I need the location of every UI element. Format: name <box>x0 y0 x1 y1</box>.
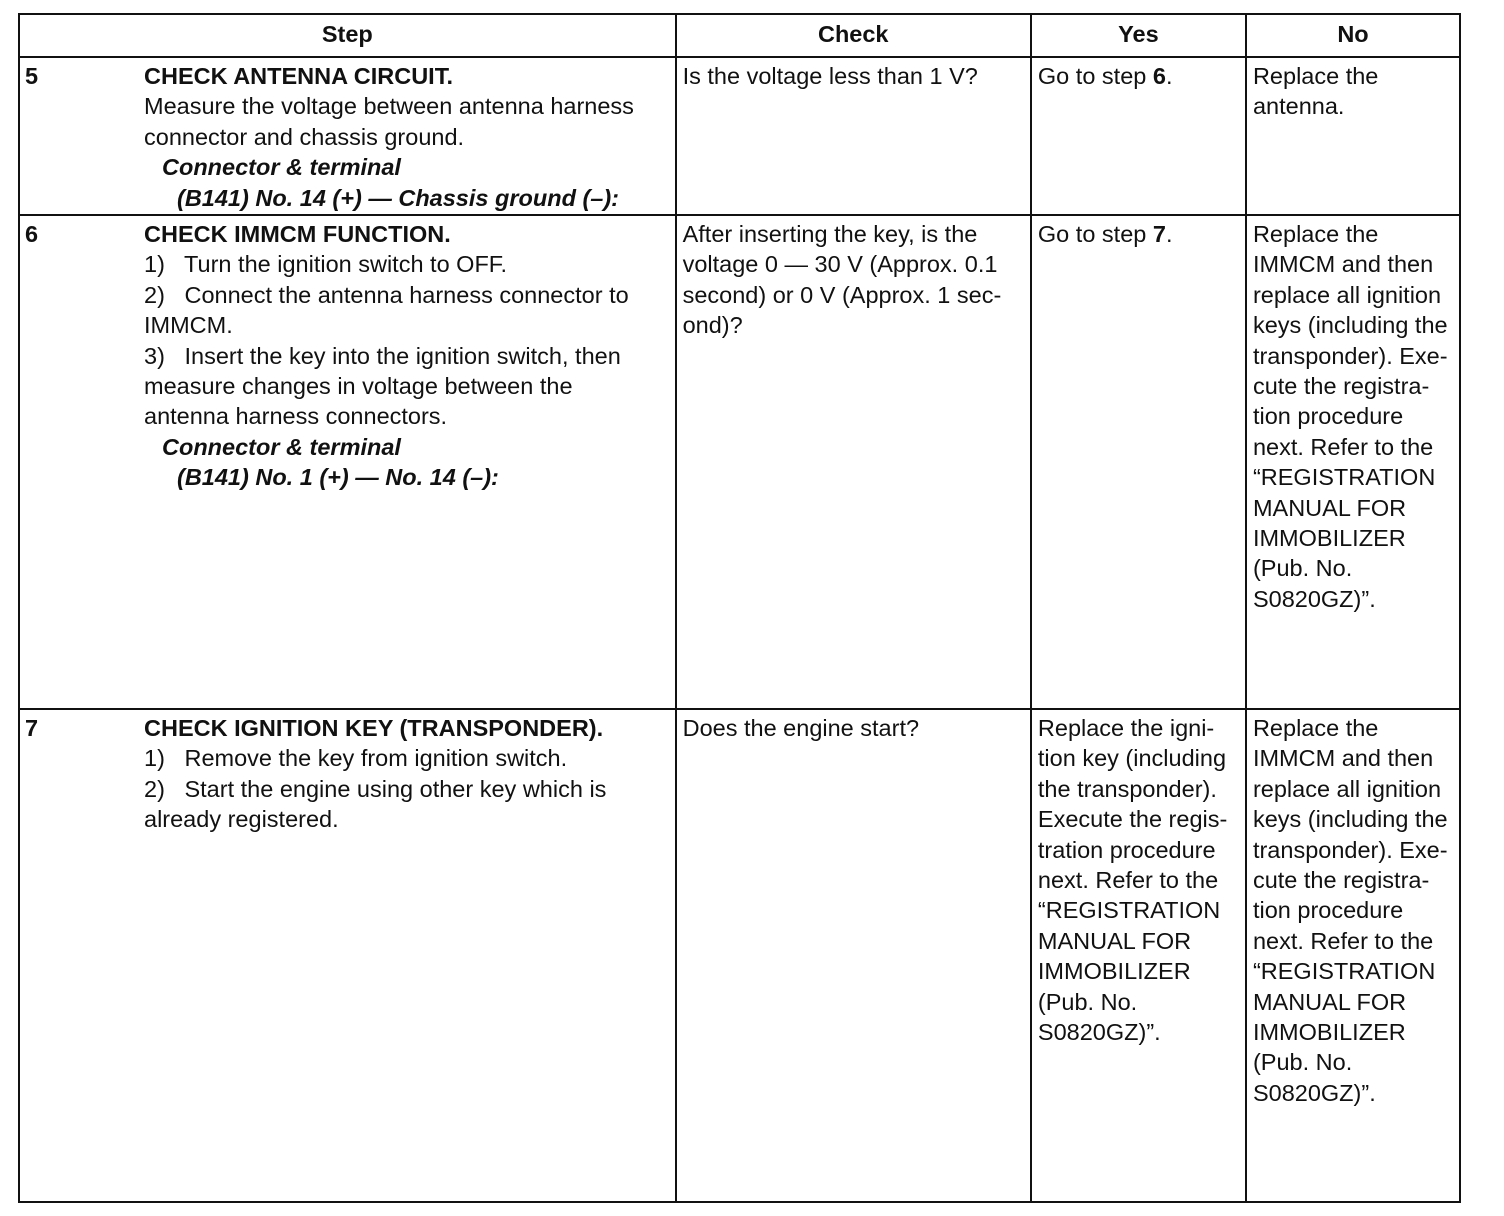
check-text-line: ond)? <box>682 312 743 339</box>
yes-text-line: “REGISTRATION <box>1037 897 1221 924</box>
no-cell <box>1246 709 1460 1202</box>
no-text-line: IMMCM and then <box>1252 251 1434 278</box>
check-text-line: second) or 0 V (Approx. 1 sec- <box>682 281 1002 308</box>
yes-text-line: the transponder). <box>1037 775 1217 802</box>
step-cell <box>19 709 676 1202</box>
yes-text: Go to step <box>1037 63 1153 89</box>
step-number: 5 <box>25 63 39 89</box>
no-cell <box>1246 215 1460 709</box>
no-text-line: transponder). Exe- <box>1252 836 1448 863</box>
no-text-line: keys (including the <box>1252 806 1448 833</box>
no-text-line: MANUAL FOR <box>1252 988 1407 1015</box>
yes-cell <box>1031 709 1246 1202</box>
step-text-line: 2) Start the engine using other key which is <box>144 775 607 802</box>
yes-text-line: Execute the regis- <box>1037 806 1228 833</box>
no-text-line: IMMCM and then <box>1252 745 1434 772</box>
yes-cell <box>1031 215 1246 709</box>
yes-step-number: 7 <box>1152 221 1166 247</box>
no-text-line: antenna. <box>1252 93 1345 120</box>
yes-text-suffix: . <box>1165 63 1173 89</box>
no-text-line: replace all ignition <box>1252 775 1442 802</box>
no-text-line: IMMOBILIZER <box>1252 525 1406 552</box>
yes-cell <box>1031 57 1246 215</box>
check-cell <box>676 215 1031 709</box>
step-title: CHECK IGNITION KEY (TRANSPONDER). <box>144 715 604 741</box>
step-title: CHECK IMMCM FUNCTION. <box>144 221 451 247</box>
no-text-line: MANUAL FOR <box>1252 494 1407 521</box>
yes-text-line: IMMOBILIZER <box>1037 958 1191 985</box>
header-yes: Yes <box>1031 14 1246 57</box>
step-cell <box>19 215 676 709</box>
step-cell <box>19 57 676 215</box>
no-text-line: (Pub. No. <box>1252 555 1353 582</box>
step-text-line: antenna harness connectors. <box>144 403 448 430</box>
step-title: CHECK ANTENNA CIRCUIT. <box>144 63 453 89</box>
header-check: Check <box>676 14 1031 57</box>
no-text-line: Replace the <box>1252 221 1379 247</box>
header-row <box>19 14 1460 57</box>
check-text-line: Is the voltage less than 1 V? <box>682 63 978 89</box>
no-text-line: (Pub. No. <box>1252 1049 1353 1076</box>
no-text-line: next. Refer to the <box>1252 433 1434 460</box>
yes-text-line: S0820GZ)”. <box>1037 1019 1161 1046</box>
step-text-line: measure changes in voltage between the <box>144 373 573 400</box>
no-text-line: transponder). Exe- <box>1252 342 1448 369</box>
connector-terminal-value: (B141) No. 1 (+) — No. 14 (–): <box>177 464 499 491</box>
no-text-line: Replace the <box>1252 63 1379 89</box>
no-text-line: cute the registra- <box>1252 373 1430 400</box>
no-text-line: S0820GZ)”. <box>1252 1079 1376 1106</box>
no-text-line: tion procedure <box>1252 897 1404 924</box>
yes-text-line: next. Refer to the <box>1037 867 1219 894</box>
check-text-line: Does the engine start? <box>682 715 920 741</box>
no-cell <box>1246 57 1460 215</box>
no-text-line: cute the registra- <box>1252 867 1430 894</box>
yes-step-number: 6 <box>1152 63 1166 89</box>
yes-text: Go to step <box>1037 221 1153 247</box>
step-text-line: 1) Turn the ignition switch to OFF. <box>144 251 508 278</box>
step-text-line: already registered. <box>144 806 339 833</box>
yes-text-suffix: . <box>1165 221 1173 247</box>
connector-terminal-label: Connector & terminal <box>162 154 401 181</box>
check-text-line: voltage 0 — 30 V (Approx. 0.1 <box>682 251 998 278</box>
no-text-line: S0820GZ)”. <box>1252 585 1376 612</box>
step-text-line: 2) Connect the antenna harness connector to <box>144 281 629 308</box>
table-row-step-6 <box>19 215 1460 709</box>
check-text-line: After inserting the key, is the <box>682 221 978 247</box>
step-number: 7 <box>25 715 39 741</box>
no-text-line: “REGISTRATION <box>1252 958 1436 985</box>
connector-terminal-label: Connector & terminal <box>162 433 401 460</box>
no-text-line: Replace the <box>1252 715 1379 741</box>
no-text-line: “REGISTRATION <box>1252 464 1436 491</box>
yes-text-line: Replace the igni- <box>1037 715 1215 741</box>
check-cell <box>676 57 1031 215</box>
table-row-step-7 <box>19 709 1460 1202</box>
yes-text-line: MANUAL FOR <box>1037 927 1192 954</box>
table-row-step-5 <box>19 57 1460 215</box>
step-text-line: 1) Remove the key from ignition switch. <box>144 745 568 772</box>
step-text-line: Measure the voltage between antenna harness <box>144 93 634 120</box>
yes-text-line: (Pub. No. <box>1037 988 1138 1015</box>
diagnostic-table <box>18 13 1461 1203</box>
yes-text-line: tration procedure <box>1037 836 1216 863</box>
step-text-line: 3) Insert the key into the ignition switch, then <box>144 342 621 369</box>
yes-text-line: tion key (including <box>1037 745 1227 772</box>
step-text-line: IMMCM. <box>144 312 233 339</box>
step-text-line: connector and chassis ground. <box>144 123 465 150</box>
no-text-line: replace all ignition <box>1252 281 1442 308</box>
no-text-line: keys (including the <box>1252 312 1448 339</box>
header-no: No <box>1246 14 1460 57</box>
check-cell <box>676 709 1031 1202</box>
no-text-line: next. Refer to the <box>1252 927 1434 954</box>
step-number: 6 <box>25 221 39 247</box>
no-text-line: IMMOBILIZER <box>1252 1019 1406 1046</box>
connector-terminal-value: (B141) No. 14 (+) — Chassis ground (–): <box>177 184 620 211</box>
header-step: Step <box>19 14 676 57</box>
no-text-line: tion procedure <box>1252 403 1404 430</box>
